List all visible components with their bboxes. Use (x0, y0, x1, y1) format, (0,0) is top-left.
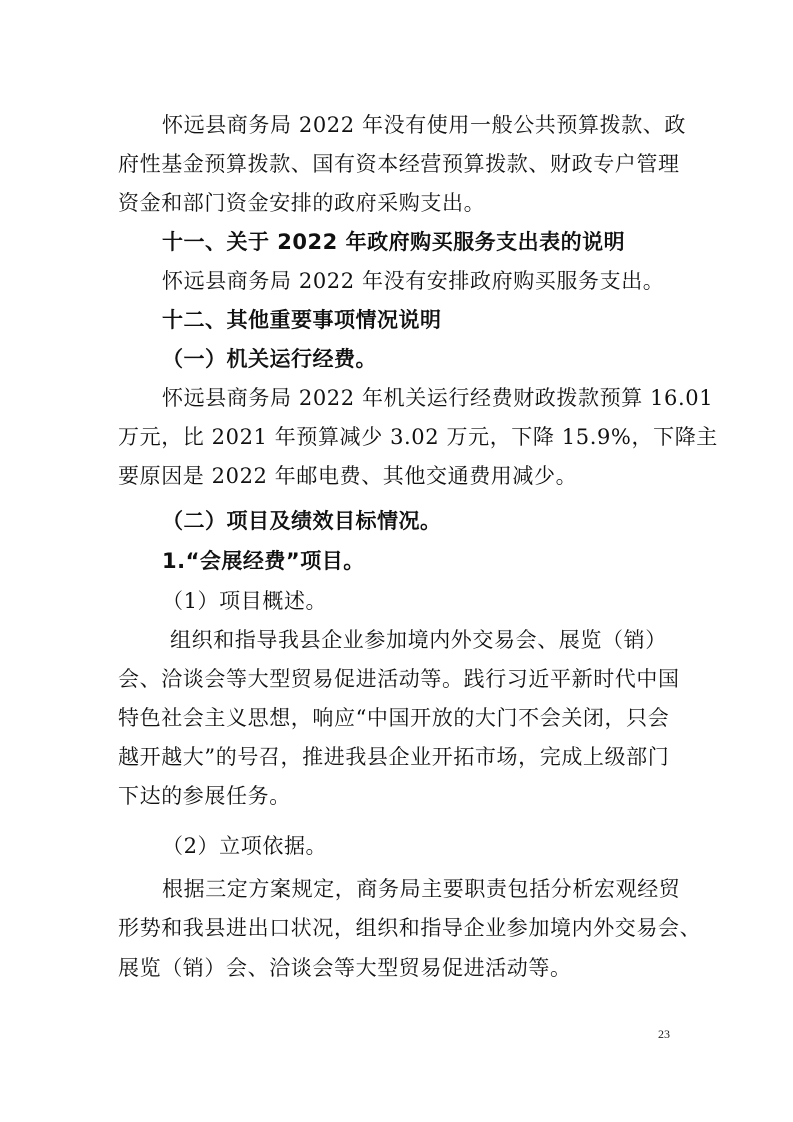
paragraph-line: 府性基金预算拨款、国有资本经营预算拨款、财政专户管理 (118, 152, 680, 176)
paragraph-line: 要原因是 2022 年邮电费、其他交通费用减少。 (118, 464, 578, 488)
paragraph-line: 怀远县商务局 2022 年没有使用一般公共预算拨款、政 (162, 113, 686, 137)
paragraph-line: 下达的参展任务。 (118, 784, 291, 808)
project-heading: 1.“会展经费”项目。 (162, 549, 365, 573)
paragraph-line: 特色社会主义思想，响应“中国开放的大门不会关闭，只会 (118, 706, 670, 730)
paragraph-line: 万元，比 2021 年预算减少 3.02 万元，下降 15.9%，下降主 (118, 425, 718, 449)
section-heading: 十二、其他重要事项情况说明 (162, 308, 442, 332)
subsection-heading: （二）项目及绩效目标情况。 (162, 509, 442, 533)
paragraph-line: 怀远县商务局 2022 年没有安排政府购买服务支出。 (162, 269, 665, 293)
paragraph-line: 资金和部门资金安排的政府采购支出。 (118, 191, 486, 215)
paragraph-line: 越开越大”的号召，推进我县企业开拓市场，完成上级部门 (118, 745, 670, 769)
section-heading: 十一、关于 2022 年政府购买服务支出表的说明 (162, 230, 626, 254)
paragraph-line: 形势和我县进出口状况，组织和指导企业参加境内外交易会、 (118, 916, 702, 940)
paragraph-line: 组织和指导我县企业参加境内外交易会、展览（销） (170, 628, 667, 652)
item-heading: （2）立项依据。 (162, 834, 328, 858)
paragraph-line: 根据三定方案规定，商务局主要职责包括分析宏观经贸 (162, 877, 681, 901)
paragraph-line: 展览（销）会、洽谈会等大型贸易促进活动等。 (118, 956, 572, 980)
subsection-heading: （一）机关运行经费。 (162, 347, 377, 371)
page-number: 23 (658, 1027, 670, 1041)
paragraph-line: 怀远县商务局 2022 年机关运行经费财政拨款预算 16.01 (162, 386, 714, 410)
paragraph-line: 会、洽谈会等大型贸易促进活动等。践行习近平新时代中国 (118, 667, 680, 691)
item-heading: （1）项目概述。 (162, 589, 328, 613)
